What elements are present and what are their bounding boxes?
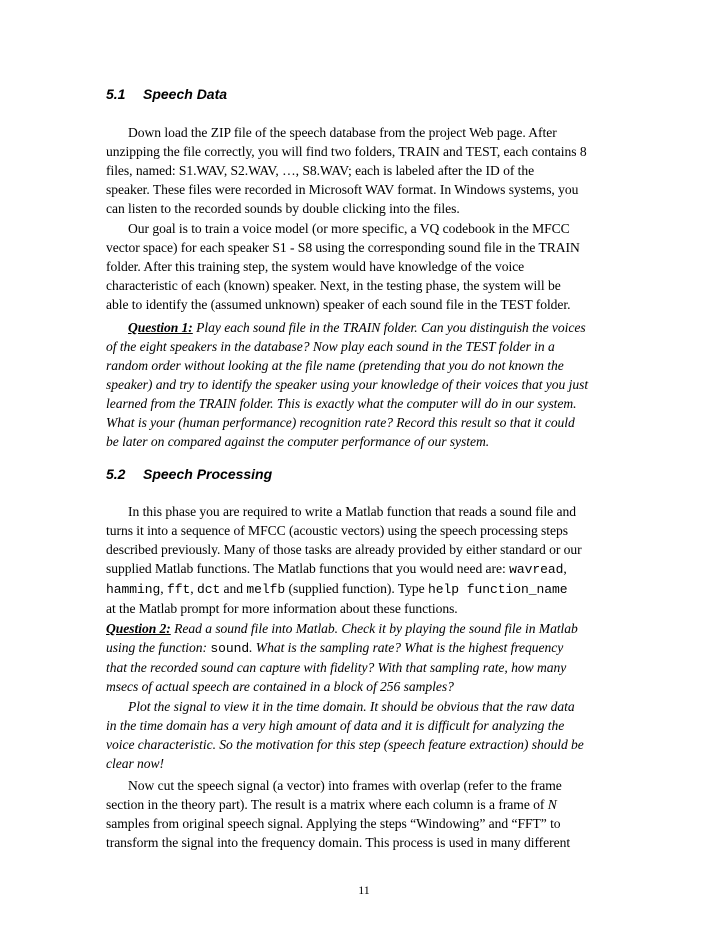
text-line: Now cut the speech signal (a vector) into frames with overlap (refer to the frame [128,778,562,793]
paragraph-plot-signal [106,697,622,773]
text-line: Plot the signal to view it in the time domain. It should be obvious that the raw data [128,699,575,714]
text-line: clear now! [106,756,165,771]
function-name-wavread: wavread [509,562,564,577]
function-name-dct: dct [196,582,221,597]
text-line: of the eight speakers in the database? Now play each sound in the TEST folder in a [106,339,555,354]
text-line: learned from the TRAIN folder. This is exactly what the computer will do in our system. [106,396,577,411]
text-line: be later on compared against the computer performance of our system. [106,434,490,449]
text-line: transform the signal into the frequency domain. This process is used in many different [106,835,571,850]
section-heading-5-2 [106,466,272,482]
function-name-melfb: melfb [246,582,286,597]
paragraph-speech-processing: In this phase you are required to write a Matlab function that reads a sound file and turns it into a sequence of MFCC (acoustic vectors) using the speech processing steps described previously. Many of those tasks are already provided by either standard or our supplied Matlab functions. The Matlab functions that you would need are: wavread, hamming, fft, dct and melfb (supplied function). Type help function_name at the Matlab prompt for more information about these functions. [106,502,622,618]
section-number: 5.1 [106,86,126,102]
text-line: able to identify the (assumed unknown) speaker of each sound file in the TEST folder. [106,297,571,312]
text-line: speaker. These files were recorded in Microsoft WAV format. In Windows systems, you [106,182,579,197]
question-label: Question 1: [128,320,193,335]
help-command: help function_name [427,582,568,597]
text-line: samples from original speech signal. Applying the steps “Windowing” and “FFT” to [106,816,561,831]
text-segment: supplied Matlab functions. The Matlab functions that you would need are: [106,561,510,576]
function-name-sound: sound [210,641,250,656]
text-line: characteristic of each (known) speaker. Next, in the testing phase, the system will be [106,278,561,293]
text-line: at the Matlab prompt for more information about these functions. [106,601,458,616]
text-line: can listen to the recorded sounds by double clicking into the files. [106,201,460,216]
text-line: described previously. Many of those tasks are already provided by either standard or our [106,542,582,557]
text-line: Our goal is to train a voice model (or more specific, a VQ codebook in the MFCC [128,221,570,236]
text-line: speaker) and try to identify the speaker using your knowledge of their voices that you just [106,377,589,392]
page-number: 11 [358,883,370,897]
paragraph-goal [106,219,622,314]
section-title: Speech Processing [143,466,273,482]
question-label: Question 2: [106,621,171,636]
paragraph-frames: Now cut the speech signal (a vector) into frames with overlap (refer to the frame section in the theory part). The result is a matrix where each column is a frame of N samples from original speech signal. Applying the steps “Windowing” and “FFT” to transform the signal into the frequency domain. This process is used in many different [106,776,622,852]
section-heading-5-1 [106,86,227,102]
text-line: folder. After this training step, the system would have knowledge of the voice [106,259,525,274]
text-line: msecs of actual speech are contained in a block of 256 samples? [106,679,454,694]
text-line: In this phase you are required to write a Matlab function that reads a sound file and [128,504,576,519]
question-1 [106,318,622,451]
question-2: Question 2: Read a sound file into Matlab. Check it by playing the sound file in Matlab using the function: sound. What is the sampling rate? What is the highest frequency that the recorded sound can capture with fidelity? With that sampling rate, how many msecs of actual speech are contained in a block of 256 samples? [106,619,622,696]
text-line: Down load the ZIP file of the speech database from the project Web page. After [128,125,557,140]
function-name-fft: fft [166,582,191,597]
text-line: turns it into a sequence of MFCC (acoustic vectors) using the speech processing steps [106,523,568,538]
text-line: What is your (human performance) recognition rate? Record this result so that it could [106,415,575,430]
text-line: in the time domain has a very high amount of data and it is difficult for analyzing the [106,718,565,733]
text-line: files, named: S1.WAV, S2.WAV, …, S8.WAV; each is labeled after the ID of the [106,163,535,178]
text-line: Read a sound file into Matlab. Check it by playing the sound file in Matlab [170,621,578,636]
text-line: vector space) for each speaker S1 - S8 using the corresponding sound file in the TRAIN [106,240,580,255]
variable-n: N [547,797,557,812]
section-title: Speech Data [143,86,228,102]
function-name-hamming: hamming [106,582,161,597]
text-line: random order without looking at the file name (pretending that you do not known the [106,358,564,373]
text-line: that the recorded sound can capture with fidelity? With that sampling rate, how many [106,660,567,675]
paragraph-speech-data-intro [106,123,622,218]
text-line: voice characteristic. So the motivation for this step (speech feature extraction) should be [106,737,584,752]
text-line: Play each sound file in the TRAIN folder. Can you distinguish the voices [192,320,586,335]
text-line: unzipping the file correctly, you will find two folders, TRAIN and TEST, each contains 8 [106,144,587,159]
section-number: 5.2 [106,466,126,482]
